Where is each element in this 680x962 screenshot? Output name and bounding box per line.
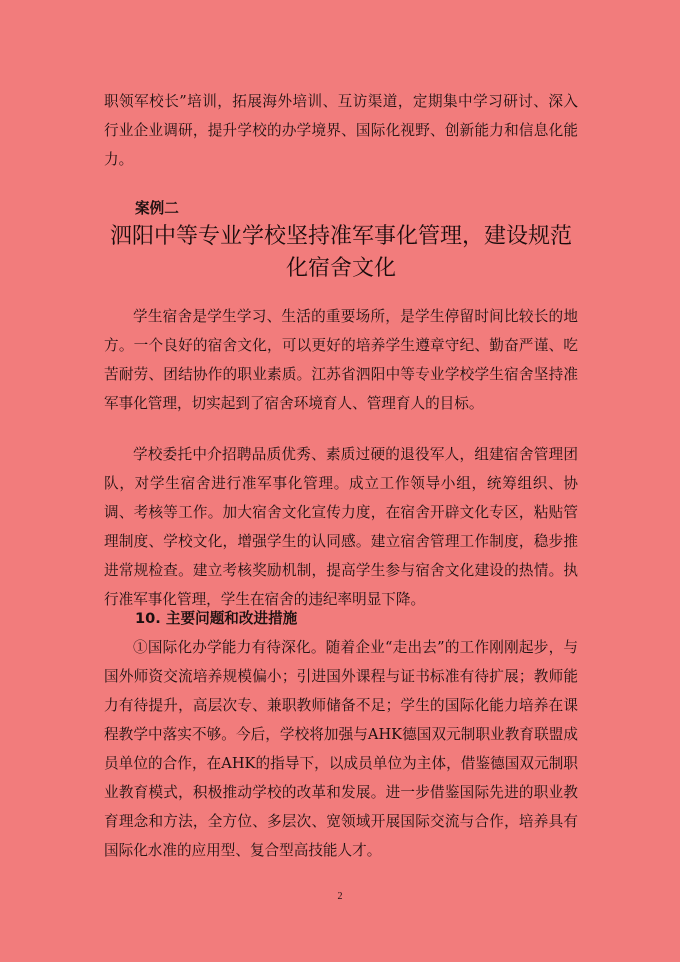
case-paragraph-2: 学校委托中介招聘品质优秀、素质过硬的退役军人，组建宿舍管理团队，对学生宿舍进行准军事化管理。成立工作领导小组，统筹组织、协调、考核等工作。加大宿舍文化宣传力度，在宿舍开辟文化专区，粘贴管理制度、学校文化，增强学生的认同感。建立宿舍管理工作制度，稳步推进常规检查。建立考核奖励机制，提高学生参与宿舍文化建设的热情。执行准军事化管理，学生在宿舍的违纪率明显下降。	[104, 446, 578, 608]
case-title: 泗阳中等专业学校坚持准军事化管理，建设规范化宿舍文化	[109, 224, 572, 281]
page-number: 2	[337, 891, 343, 902]
case-paragraph-1: 学生宿舍是学生学习、生活的重要场所，是学生停留时间比较长的地方。一个良好的宿舍文化，可以更好的培养学生遵章守纪、勤奋严谨、吃苦耐劳、团结协作的职业素质。江苏省泗阳中等专业学校学生宿舍坚持准军事化管理，切实起到了宿舍环境育人、管理育人的目标。	[104, 308, 578, 412]
case-label: 案例二	[135, 200, 179, 217]
intro-paragraph: 职领军校长”培训，拓展海外培训、互访渠道，定期集中学习研讨、深入行业企业调研，提升学校的办学境界、国际化视野、创新能力和信息化能力。	[104, 93, 578, 168]
issue-paragraph: ①国际化办学能力有待深化。随着企业“走出去”的工作刚刚起步，与国外师资交流培养规模偏小；引进国外课程与证书标准有待扩展；教师能力有待提升，高层次专、兼职教师储备不足；学生的国际化能力培养在课程教学中落实不够。今后，学校将加强与AHK德国双元制职业教育联盟成员单位的合作，在AHK的指导下，以成员单位为主体，借鉴德国双元制职业教育模式，积极推动学校的改革和发展。进一步借鉴国际先进的职业教育理念和方法，全方位、多层次、宽领域开展国际交流与合作，培养具有国际化水准的应用型、复合型高技能人才。	[104, 639, 578, 859]
section-heading: 10. 主要问题和改进措施	[135, 610, 298, 627]
